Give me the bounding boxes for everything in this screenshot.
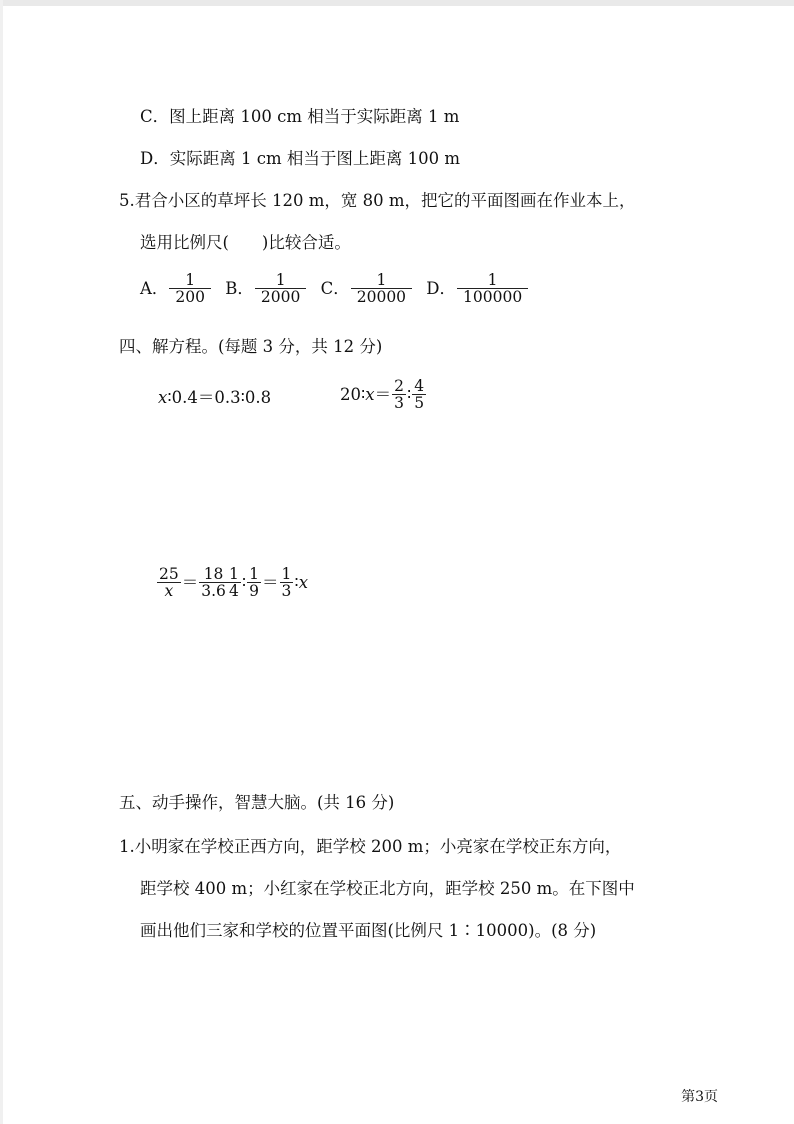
equation-4-fraction-2: $\frac{1}{9}$: [249, 565, 260, 601]
q5-option-b: B． $\frac{1}{2000}$: [225, 272, 307, 306]
q5-option-c: C． $\frac{1}{20000}$: [321, 272, 413, 306]
q5-option-a-fraction: $\frac{1}{200}$: [169, 272, 211, 306]
q5-option-a: A． $\frac{1}{200}$: [140, 272, 212, 306]
page-left-edge: [0, 0, 3, 1124]
equation-2-fraction-1: $\frac{2}{3}$: [394, 377, 404, 413]
equation-4-fraction-1: $\frac{1}{4}$: [229, 565, 239, 601]
q5-stem-line1: 5.君合小区的草坪长 120 m，宽 80 m，把它的平面图画在作业本上，: [119, 191, 636, 210]
section4-heading: 四、解方程。(每题 3 分，共 12 分): [119, 337, 383, 356]
page-number: 第3页: [681, 1089, 718, 1105]
section5-q1-line2: 距学校 400 m；小红家在学校正北方向，距学校 250 m。在下图中: [140, 879, 635, 898]
equation-3: $\frac{25}{x}$ ＝ $\frac{18}{3.6}$: [159, 565, 226, 601]
equation-4: $\frac{1}{4}$ ∶ $\frac{1}{9}$ ＝ $\frac{1}{3}$ ∶x: [229, 565, 309, 601]
q5-option-d: D． $\frac{1}{100000}$: [426, 272, 529, 306]
equation-3-fraction-2: $\frac{18}{3.6}$: [201, 565, 226, 601]
q5-option-c-fraction: $\frac{1}{20000}$: [351, 272, 412, 306]
q5-option-d-fraction: $\frac{1}{100000}$: [457, 272, 528, 306]
section5-q1-line1: 1.小明家在学校正西方向，距学校 200 m；小亮家在学校正东方向，: [119, 837, 622, 856]
section5-q1-line3: 画出他们三家和学校的位置平面图(比例尺 1∶10000)。(8 分): [140, 921, 597, 940]
equation-4-fraction-3: $\frac{1}{3}$: [281, 565, 292, 601]
q4-option-c: C．图上距离 100 cm 相当于实际距离 1 m: [140, 107, 460, 126]
page-top-edge: [0, 0, 794, 6]
equation-2-fraction-2: $\frac{4}{5}$: [414, 377, 425, 413]
q5-options: [140, 272, 537, 306]
equation-1: x∶0.4＝0.3∶0.8: [158, 388, 272, 407]
q4-option-d: D．实际距离 1 cm 相当于图上距离 100 m: [140, 149, 460, 168]
equation-2: 20∶x＝ $\frac{2}{3}$ ∶ $\frac{4}{5}$: [340, 377, 425, 413]
q5-stem-line2: 选用比例尺( )比较合适。: [140, 233, 351, 252]
section5-heading: 五、动手操作，智慧大脑。(共 16 分): [119, 793, 395, 812]
q5-option-b-fraction: $\frac{1}{2000}$: [255, 272, 306, 306]
equation-3-fraction-1: $\frac{25}{x}$: [159, 565, 179, 601]
